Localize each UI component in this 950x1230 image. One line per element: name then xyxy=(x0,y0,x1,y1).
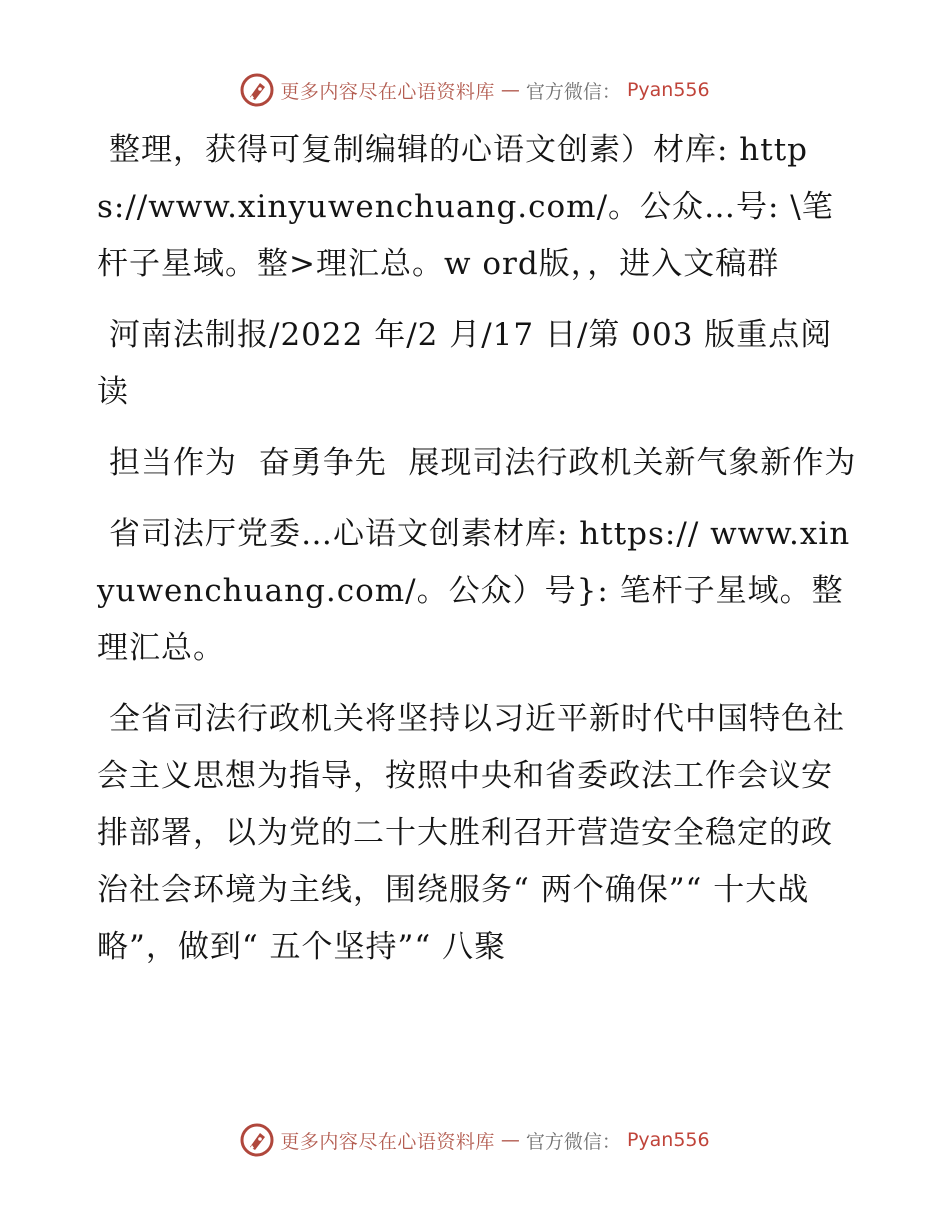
body-paragraph: 全省司法行政机关将坚持以习近平新时代中国特色社会主义思想为指导，按照中央和省委政法工作会议安排部署，以为党的二十大胜利召开营造安全稳定的政治社会环境为主线，围绕服务“ 两个确保”“ 十大战略”，做到“ 五个坚持”“ 八聚 xyxy=(97,701,845,965)
banner-wechat-id: Pyan556 xyxy=(626,79,710,101)
footer-banner xyxy=(0,1120,950,1160)
article-title: 担当作为 奋勇争先 展现司法行政机关新气象新作为 xyxy=(109,445,857,481)
document-body xyxy=(97,122,857,990)
intro-paragraph: 整理，获得可复制编辑的心语文创素）材库: https://www.xinyuwenchuang.com/。公众…号: \笔杆子星域。整>理汇总。w ord版，，进入文稿群 xyxy=(97,132,834,282)
source-line: 河南法制报/2022 年/2 月/17 日/第 003 版重点阅读 xyxy=(97,317,833,410)
banner-wechat-label: 官方微信： xyxy=(525,1130,621,1153)
banner-text: 更多内容尽在心语资料库 xyxy=(280,1130,495,1153)
banner-separator: — xyxy=(500,1129,520,1151)
banner-wechat-id: Pyan556 xyxy=(626,1129,710,1151)
banner-text: 更多内容尽在心语资料库 xyxy=(280,80,495,103)
banner-wechat-label: 官方微信： xyxy=(525,80,621,103)
header-banner xyxy=(0,70,950,110)
pen-nib-logo-icon xyxy=(240,1123,274,1157)
author-line: 省司法厅党委…心语文创素材库: https:// www.xinyuwenchuang.com/。公众）号}: 笔杆子星域。整理汇总。 xyxy=(97,516,851,666)
banner-separator: — xyxy=(500,79,520,101)
pen-nib-logo-icon xyxy=(240,73,274,107)
